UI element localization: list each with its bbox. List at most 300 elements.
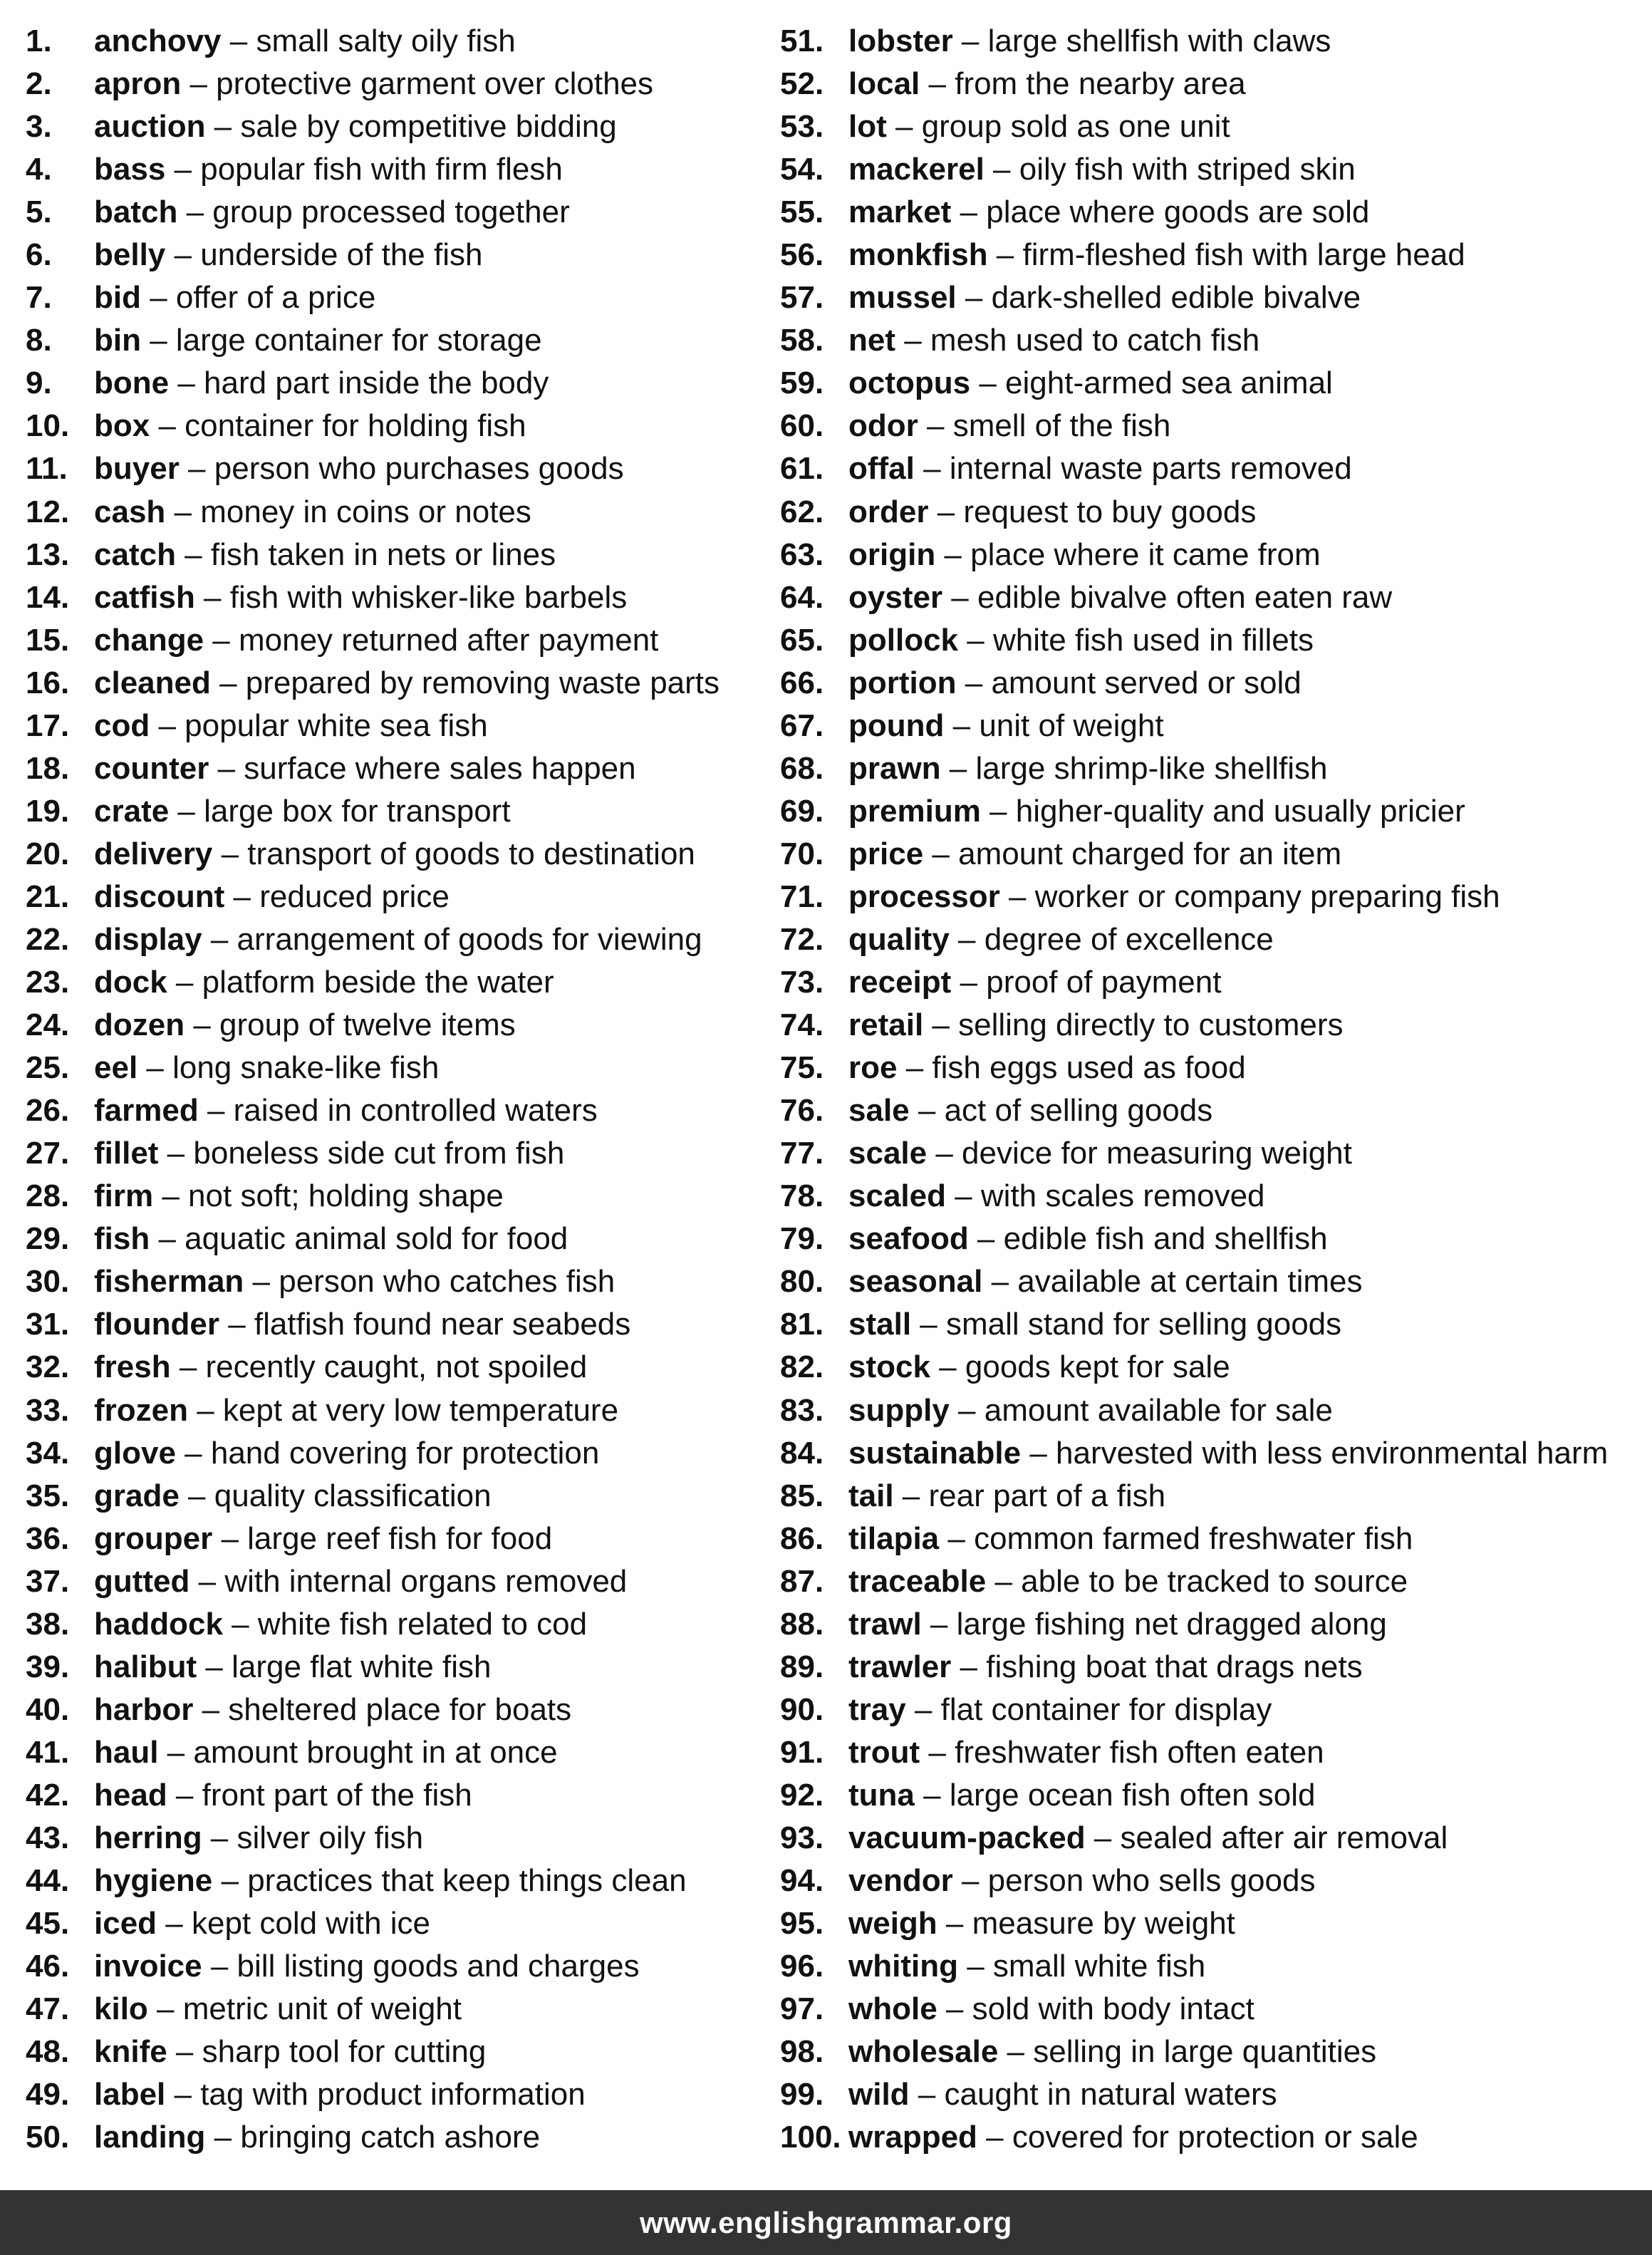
vocabulary-entry (26, 2031, 759, 2073)
entry-definition: fish taken in nets or lines (210, 536, 556, 572)
entry-separator: – (212, 1863, 248, 1899)
entry-definition: small stand for selling goods (945, 1307, 1342, 1342)
entry-term: buyer (94, 451, 180, 487)
entry-number: 79. (780, 1221, 824, 1257)
entry-definition: small white fish (992, 1949, 1206, 1984)
entry-number: 62. (780, 494, 824, 529)
entry-definition: silver oily fish (237, 1820, 424, 1855)
entry-term: vacuum-packed (848, 1820, 1086, 1855)
entry-definition: sale by competitive bidding (240, 109, 617, 145)
entry-number: 47. (26, 1991, 70, 2027)
vocabulary-entry (780, 2073, 1635, 2116)
entry-separator: – (914, 1777, 950, 1813)
vocabulary-entry (26, 1303, 759, 1346)
vocabulary-entry (780, 276, 1635, 319)
entry-definition: protective garment over clothes (216, 66, 654, 102)
entry-number: 83. (780, 1392, 824, 1428)
entry-term: head (94, 1777, 167, 1813)
vocabulary-entry (26, 1731, 759, 1774)
entry-separator: – (167, 1777, 202, 1813)
entry-definition: sold with body intact (972, 1991, 1254, 2027)
vocabulary-entry (780, 1303, 1635, 1346)
entry-number: 42. (26, 1777, 70, 1813)
entry-definition: mesh used to catch fish (930, 323, 1260, 358)
vocabulary-entry (780, 1260, 1635, 1303)
vocabulary-list (0, 20, 1652, 2157)
entry-separator: – (949, 1392, 985, 1428)
entry-definition: bringing catch ashore (240, 2120, 541, 2155)
entry-definition: place where it came from (970, 536, 1321, 572)
entry-term: wrapped (848, 2120, 977, 2155)
vocabulary-entry (26, 1860, 759, 1902)
entry-separator: – (909, 2077, 945, 2113)
vocabulary-entry (780, 1475, 1635, 1518)
entry-separator: – (221, 24, 256, 58)
entry-term: haul (94, 1734, 159, 1770)
entry-number: 40. (26, 1691, 70, 1727)
entry-term: lobster (848, 24, 953, 58)
entry-term: roe (848, 1050, 898, 1086)
entry-definition: money in coins or notes (200, 494, 531, 529)
vocabulary-entry (26, 1817, 759, 1860)
vocabulary-entry (26, 1945, 759, 1988)
entry-number: 93. (780, 1820, 824, 1855)
entry-definition: higher-quality and usually pricier (1015, 793, 1465, 829)
entry-term: box (94, 408, 150, 444)
entry-separator: – (956, 665, 992, 700)
entry-term: firm (94, 1178, 154, 1214)
entry-separator: – (942, 579, 977, 615)
entry-number: 91. (780, 1734, 824, 1770)
entry-term: herring (94, 1820, 202, 1855)
vocabulary-entry (26, 20, 759, 63)
entry-definition: covered for protection or sale (1012, 2120, 1418, 2155)
entry-separator: – (175, 1435, 211, 1471)
vocabulary-entry (780, 918, 1635, 961)
entry-separator: – (893, 1478, 929, 1513)
entry-number: 69. (780, 793, 824, 829)
entry-separator: – (202, 921, 237, 957)
entry-definition: transport of goods to destination (247, 836, 695, 871)
entry-term: grade (94, 1478, 180, 1513)
entry-term: odor (848, 408, 918, 444)
vocabulary-entry (780, 447, 1635, 490)
entry-definition: available at certain times (1017, 1264, 1363, 1300)
entry-separator: – (222, 1606, 258, 1642)
entry-separator: – (923, 836, 959, 871)
entry-number: 56. (780, 237, 824, 273)
vocabulary-entry (26, 619, 759, 662)
entry-term: portion (848, 665, 957, 700)
entry-number: 21. (26, 878, 70, 914)
entry-number: 54. (780, 152, 824, 187)
entry-number: 18. (26, 750, 70, 786)
entry-number: 88. (780, 1606, 824, 1642)
vocabulary-entry (26, 534, 759, 576)
entry-separator: – (137, 1050, 173, 1086)
entry-number: 77. (780, 1136, 824, 1171)
entry-definition: group processed together (212, 195, 570, 230)
entry-term: grouper (94, 1520, 213, 1556)
entry-term: fish (94, 1221, 150, 1257)
entry-term: iced (94, 1906, 157, 1942)
entry-term: oyster (848, 579, 943, 615)
vocabulary-entry (26, 1218, 759, 1260)
vocabulary-entry (26, 491, 759, 534)
entry-number: 10. (26, 408, 70, 444)
entry-term: sale (848, 1093, 910, 1129)
entry-separator: – (937, 1906, 972, 1942)
entry-separator: – (244, 1264, 279, 1300)
entry-term: retail (848, 1007, 924, 1043)
vocabulary-entry (780, 1560, 1635, 1603)
entry-definition: container for holding fish (185, 408, 526, 444)
entry-separator: – (193, 1691, 229, 1727)
entry-separator: – (209, 750, 244, 786)
entry-term: vendor (848, 1863, 953, 1899)
entry-separator: – (951, 1649, 987, 1684)
entry-number: 37. (26, 1563, 70, 1599)
entry-term: bid (94, 280, 141, 316)
entry-separator: – (205, 109, 241, 145)
entry-term: whiting (848, 1949, 958, 1984)
vocabulary-entry (26, 2073, 759, 2116)
entry-separator: – (165, 152, 201, 187)
entry-definition: worker or company preparing fish (1034, 878, 1500, 914)
entry-number: 59. (780, 366, 824, 401)
entry-definition: with scales removed (980, 1178, 1265, 1214)
entry-term: price (848, 836, 924, 871)
entry-separator: – (212, 1520, 248, 1556)
entry-term: belly (94, 237, 166, 273)
entry-term: farmed (94, 1093, 199, 1129)
entry-definition: selling directly to customers (958, 1007, 1344, 1043)
entry-separator: – (897, 1050, 933, 1086)
entry-number: 46. (26, 1949, 70, 1984)
entry-term: tray (848, 1691, 906, 1727)
vocabulary-entry (26, 833, 759, 876)
entry-definition: internal waste parts removed (949, 451, 1352, 487)
entry-separator: – (169, 793, 204, 829)
entry-definition: large reef fish for food (247, 1520, 553, 1556)
vocabulary-entry (780, 662, 1635, 705)
entry-definition: edible bivalve often eaten raw (977, 579, 1393, 615)
vocabulary-entry (26, 1047, 759, 1089)
entry-definition: unit of weight (979, 707, 1164, 743)
vocabulary-entry (26, 1689, 759, 1731)
vocabulary-entry (780, 1518, 1635, 1560)
entry-definition: person who sells goods (987, 1863, 1316, 1899)
vocabulary-entry (26, 918, 759, 961)
entry-definition: place where goods are sold (986, 195, 1370, 230)
entry-number: 94. (780, 1863, 824, 1899)
entry-number: 44. (26, 1863, 70, 1899)
entry-separator: – (944, 707, 980, 743)
entry-number: 5. (26, 195, 52, 230)
vocabulary-entry (780, 362, 1635, 405)
entry-definition: small salty oily fish (256, 24, 516, 58)
entry-separator: – (202, 1820, 237, 1855)
entry-number: 55. (780, 195, 824, 230)
vocabulary-entry (780, 876, 1635, 918)
entry-definition: popular white sea fish (185, 707, 488, 743)
entry-definition: able to be tracked to source (1021, 1563, 1408, 1599)
entry-separator: – (952, 24, 988, 58)
entry-number: 87. (780, 1563, 824, 1599)
entry-number: 2. (26, 66, 52, 102)
vocabulary-entry (780, 491, 1635, 534)
entry-number: 51. (780, 24, 824, 58)
entry-number: 28. (26, 1178, 70, 1214)
entry-number: 34. (26, 1435, 70, 1471)
vocabulary-entry (780, 961, 1635, 1004)
entry-separator: – (949, 921, 985, 957)
entry-definition: surface where sales happen (244, 750, 636, 786)
entry-term: trawler (848, 1649, 952, 1684)
entry-number: 8. (26, 323, 52, 358)
vocabulary-entry (780, 191, 1635, 234)
entry-definition: goods kept for sale (965, 1349, 1230, 1385)
entry-separator: – (165, 237, 201, 273)
entry-number: 35. (26, 1478, 70, 1513)
entry-term: cod (94, 707, 150, 743)
vocabulary-entry (780, 405, 1635, 447)
vocabulary-entry (26, 1560, 759, 1603)
entry-term: monkfish (848, 237, 988, 273)
entry-number: 25. (26, 1050, 70, 1086)
entry-separator: – (179, 1478, 214, 1513)
vocabulary-entry (780, 1689, 1635, 1731)
entry-separator: – (986, 1563, 1022, 1599)
vocabulary-entry (26, 576, 759, 619)
vocabulary-entry (780, 534, 1635, 576)
entry-term: whole (848, 1991, 937, 2027)
entry-separator: – (998, 2034, 1034, 2070)
entry-term: seafood (848, 1221, 969, 1257)
entry-term: receipt (848, 965, 952, 1000)
entry-separator: – (914, 451, 950, 487)
entry-separator: – (205, 2120, 241, 2155)
vocabulary-entry (26, 1475, 759, 1518)
entry-number: 98. (780, 2034, 824, 2070)
entry-separator: – (984, 152, 1019, 187)
entry-separator: – (1085, 1820, 1121, 1855)
vocabulary-entry (780, 1346, 1635, 1389)
entry-definition: firm-fleshed fish with large head (1022, 237, 1465, 273)
entry-term: kilo (94, 1991, 148, 2027)
vocabulary-entry (26, 1988, 759, 2031)
entry-term: discount (94, 878, 225, 914)
entry-definition: eight-armed sea animal (1005, 366, 1333, 401)
entry-definition: large flat white fish (232, 1649, 492, 1684)
entry-separator: – (951, 965, 987, 1000)
entry-term: seasonal (848, 1264, 983, 1300)
vocabulary-entry (780, 148, 1635, 191)
entry-definition: amount charged for an item (958, 836, 1342, 871)
entry-term: label (94, 2077, 166, 2113)
entry-definition: act of selling goods (944, 1093, 1213, 1129)
vocabulary-entry (26, 1089, 759, 1132)
vocabulary-column-left (26, 20, 759, 2159)
entry-separator: – (179, 451, 214, 487)
entry-separator: – (939, 1520, 975, 1556)
entry-number: 53. (780, 109, 824, 145)
vocabulary-entry (26, 1518, 759, 1560)
entry-separator: – (909, 1093, 945, 1129)
entry-separator: – (175, 536, 211, 572)
entry-definition: amount brought in at once (193, 1734, 558, 1770)
entry-term: offal (848, 451, 915, 487)
entry-number: 11. (26, 451, 68, 487)
entry-definition: flatfish found near seabeds (254, 1307, 631, 1342)
entry-number: 86. (780, 1520, 824, 1556)
entry-separator: – (181, 66, 217, 102)
vocabulary-entry (780, 1047, 1635, 1089)
entry-separator: – (197, 1649, 232, 1684)
entry-definition: hand covering for protection (210, 1435, 600, 1471)
vocabulary-entry (26, 1432, 759, 1475)
vocabulary-entry (780, 234, 1635, 276)
entry-term: cash (94, 494, 166, 529)
entry-definition: large fishing net dragged along (956, 1606, 1387, 1642)
vocabulary-entry (780, 1774, 1635, 1817)
entry-term: change (94, 622, 204, 658)
vocabulary-entry (780, 833, 1635, 876)
entry-separator: – (177, 195, 213, 230)
entry-separator: – (150, 1221, 185, 1257)
vocabulary-entry (780, 1004, 1635, 1047)
entry-number: 73. (780, 965, 824, 1000)
entry-number: 84. (780, 1435, 824, 1471)
entry-number: 67. (780, 707, 824, 743)
vocabulary-entry (26, 191, 759, 234)
vocabulary-entry (26, 63, 759, 105)
entry-definition: large box for transport (204, 793, 511, 829)
entry-term: tail (848, 1478, 894, 1513)
entry-definition: measure by weight (972, 1906, 1235, 1942)
vocabulary-entry (780, 1132, 1635, 1175)
entry-number: 52. (780, 66, 824, 102)
entry-term: wild (848, 2077, 910, 2113)
entry-term: prawn (848, 750, 941, 786)
entry-definition: flat container for display (940, 1691, 1272, 1727)
entry-separator: – (957, 1949, 993, 1984)
entry-term: cleaned (94, 665, 211, 700)
entry-separator: – (921, 1606, 957, 1642)
entry-definition: prepared by removing waste parts (245, 665, 720, 700)
entry-number: 97. (780, 1991, 824, 2027)
entry-number: 13. (26, 536, 70, 572)
vocabulary-entry (780, 747, 1635, 790)
entry-term: trout (848, 1734, 920, 1770)
entry-definition: boneless side cut from fish (193, 1136, 565, 1171)
entry-number: 32. (26, 1349, 70, 1385)
entry-separator: – (980, 793, 1016, 829)
entry-definition: large shellfish with claws (987, 24, 1331, 58)
entry-definition: fishing boat that drags nets (986, 1649, 1363, 1684)
entry-number: 72. (780, 921, 824, 957)
entry-definition: fish eggs used as food (932, 1050, 1246, 1086)
entry-definition: degree of excellence (984, 921, 1274, 957)
entry-term: pollock (848, 622, 959, 658)
entry-definition: white fish used in fillets (992, 622, 1314, 658)
vocabulary-entry (26, 447, 759, 490)
entry-number: 6. (26, 237, 52, 273)
vocabulary-entry (780, 1089, 1635, 1132)
entry-number: 99. (780, 2077, 824, 2113)
entry-definition: common farmed freshwater fish (974, 1520, 1413, 1556)
vocabulary-entry (780, 1389, 1635, 1432)
entry-number: 7. (26, 280, 52, 316)
entry-separator: – (935, 536, 971, 572)
entry-separator: – (968, 1221, 1004, 1257)
vocabulary-entry (26, 276, 759, 319)
vocabulary-entry (780, 790, 1635, 833)
entry-definition: arrangement of goods for viewing (237, 921, 702, 957)
entry-term: invoice (94, 1949, 202, 1984)
vocabulary-entry (780, 2031, 1635, 2073)
entry-definition: rear part of a fish (928, 1478, 1166, 1513)
entry-separator: – (224, 878, 260, 914)
entry-term: glove (94, 1435, 176, 1471)
entry-number: 27. (26, 1136, 70, 1171)
vocabulary-entry (780, 63, 1635, 105)
entry-number: 75. (780, 1050, 824, 1086)
entry-separator: – (140, 323, 176, 358)
vocabulary-entry (780, 1902, 1635, 1945)
entry-number: 30. (26, 1264, 70, 1300)
entry-separator: – (210, 665, 246, 700)
entry-separator: – (198, 1093, 234, 1129)
entry-separator: – (169, 366, 204, 401)
entry-definition: bill listing goods and charges (237, 1949, 640, 1984)
vocabulary-entry (26, 961, 759, 1004)
entry-term: weigh (848, 1906, 937, 1942)
entry-term: stall (848, 1307, 912, 1342)
entry-definition: raised in controlled waters (233, 1093, 598, 1129)
entry-definition: long snake-like fish (172, 1050, 440, 1086)
footer-bar (0, 2190, 1652, 2255)
entry-definition: smell of the fish (952, 408, 1171, 444)
entry-separator: – (150, 408, 185, 444)
vocabulary-entry (26, 1132, 759, 1175)
entry-number: 26. (26, 1093, 70, 1129)
vocabulary-entry (26, 1260, 759, 1303)
entry-definition: group of twelve items (219, 1007, 516, 1043)
entry-term: sustainable (848, 1435, 1022, 1471)
entry-separator: – (920, 1734, 955, 1770)
entry-number: 49. (26, 2077, 70, 2113)
entry-term: catfish (94, 579, 195, 615)
vocabulary-entry (780, 1432, 1635, 1475)
entry-definition: oily fish with striped skin (1019, 152, 1356, 187)
entry-definition: amount available for sale (984, 1392, 1333, 1428)
entry-definition: request to buy goods (963, 494, 1257, 529)
entry-definition: selling in large quantities (1033, 2034, 1377, 2070)
entry-number: 45. (26, 1906, 70, 1942)
entry-number: 92. (780, 1777, 824, 1813)
entry-term: local (848, 66, 920, 102)
entry-number: 36. (26, 1520, 70, 1556)
entry-term: hygiene (94, 1863, 213, 1899)
entry-number: 17. (26, 707, 70, 743)
entry-definition: device for measuring weight (962, 1136, 1352, 1171)
entry-number: 66. (780, 665, 824, 700)
entry-definition: offer of a price (175, 280, 376, 316)
vocabulary-entry (26, 790, 759, 833)
entry-separator: – (204, 622, 239, 658)
entry-term: net (848, 323, 895, 358)
